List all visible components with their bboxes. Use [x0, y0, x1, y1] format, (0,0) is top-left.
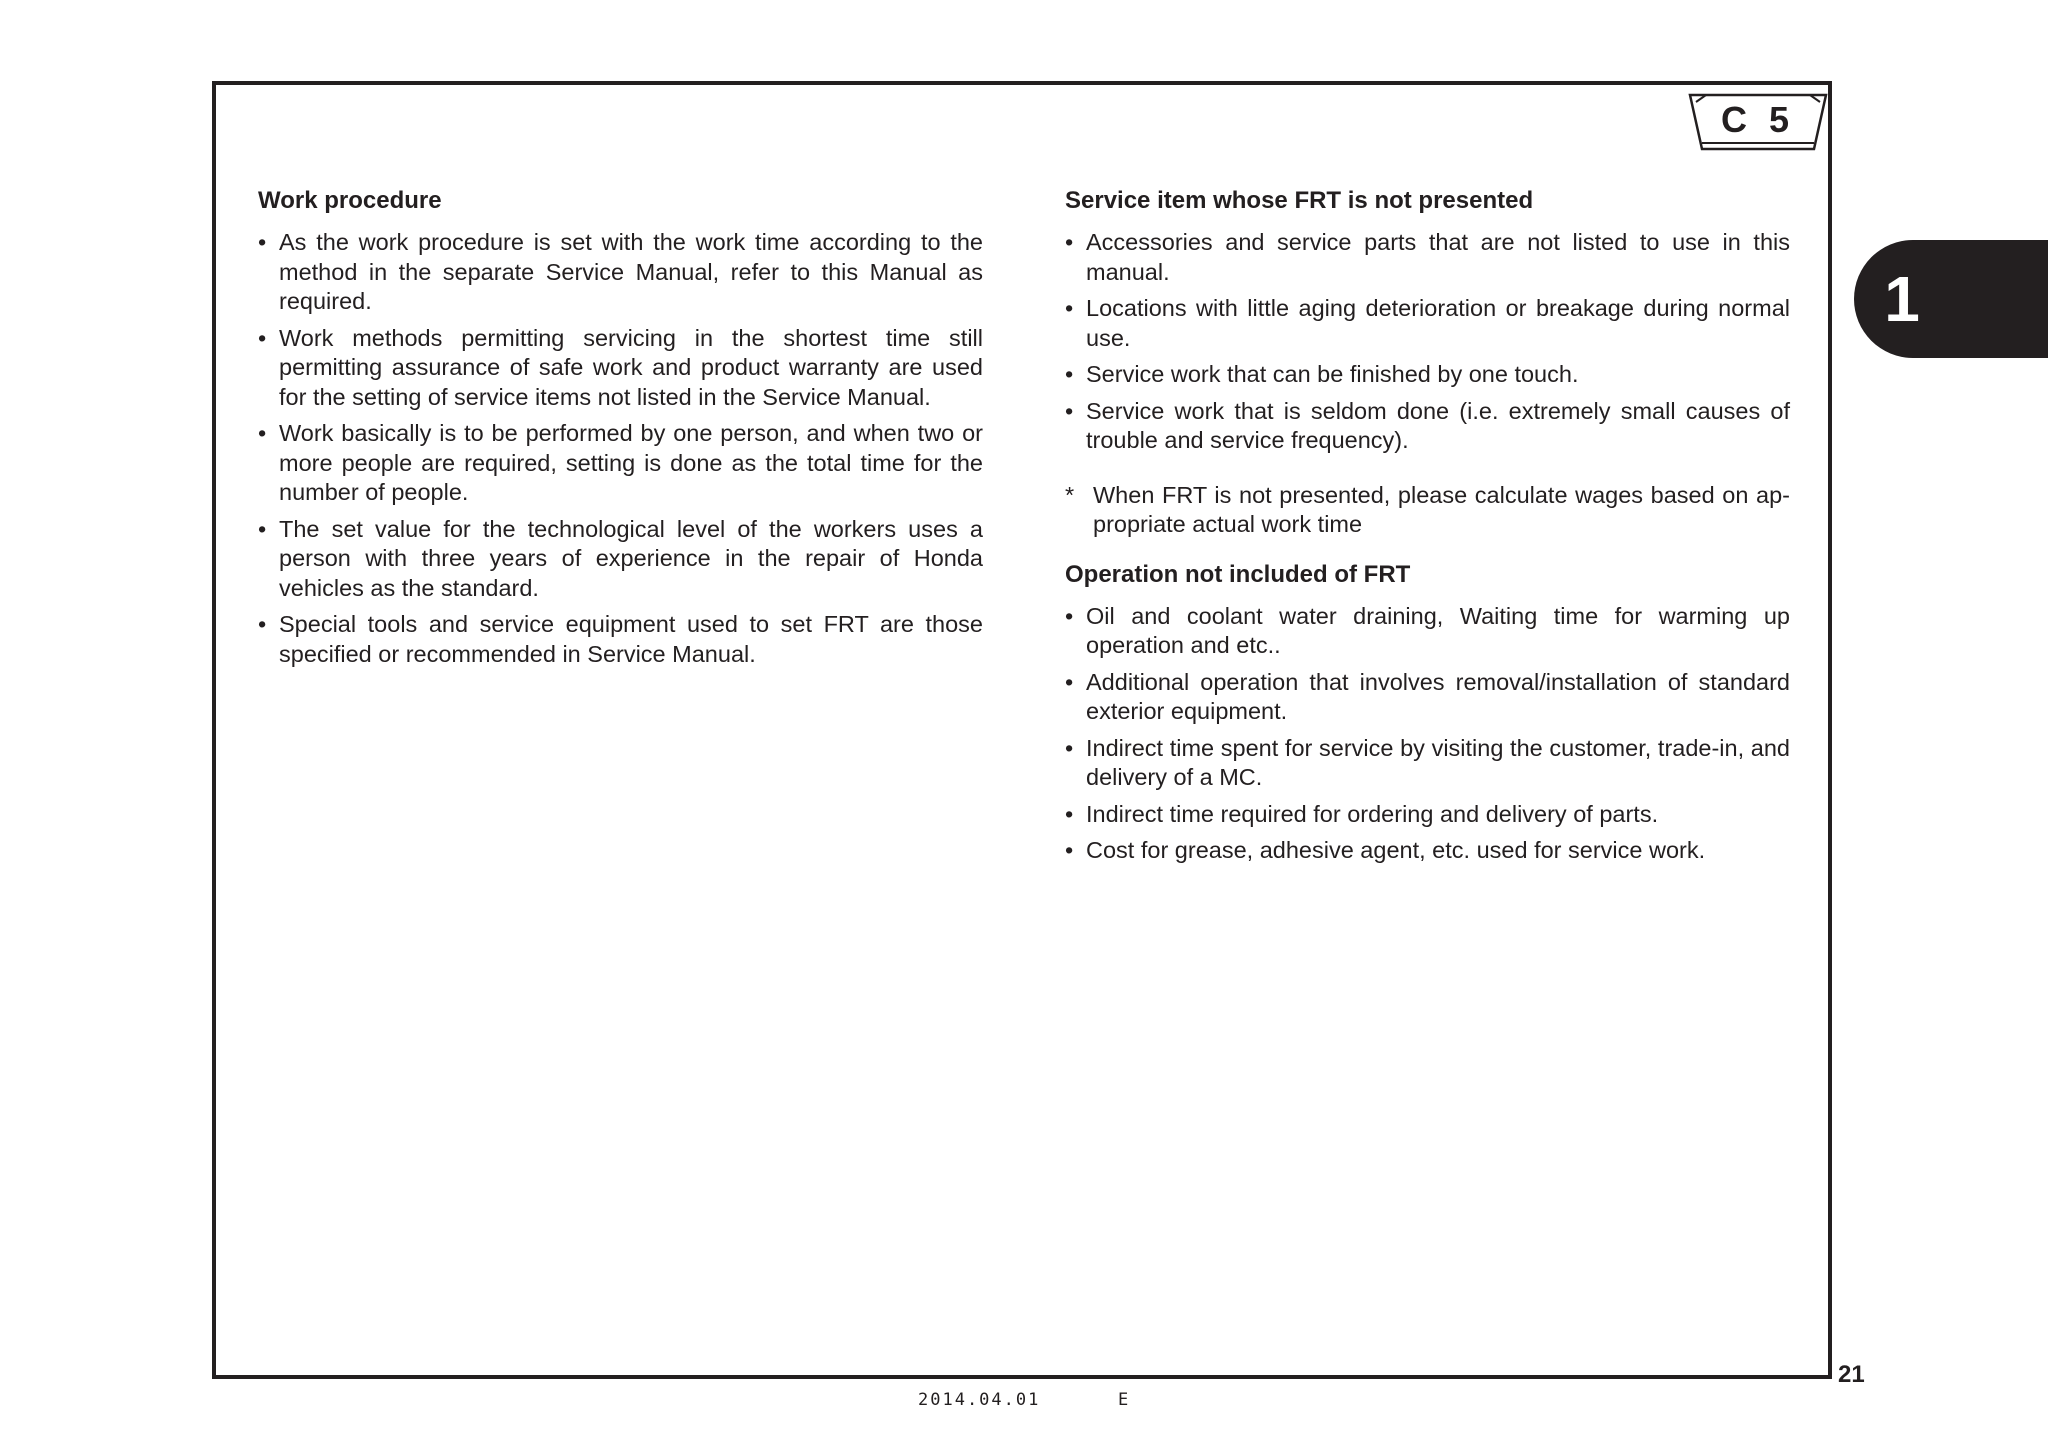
- list-item: • Service work that is seldom done (i.e. extremely small causes of trouble and service frequency).: [1065, 397, 1790, 456]
- chapter-number: 1: [1884, 263, 1920, 335]
- work-procedure-heading: Work procedure: [258, 187, 442, 214]
- list-item: • Locations with little aging deterioration or breakage during normal use.: [1065, 294, 1790, 353]
- footer-language-code: E: [1118, 1390, 1131, 1410]
- section-code: C 5: [1720, 99, 1796, 140]
- operation-not-included-list: [1065, 602, 1790, 866]
- operation-not-included-heading: Operation not included of FRT: [1065, 560, 1411, 588]
- list-item: • Indirect time spent for service by visiting the customer, trade-in, and delivery of a MC.: [1065, 734, 1790, 793]
- list-item: • Cost for grease, adhesive agent, etc. used for service work.: [1065, 836, 1790, 866]
- left-column: [258, 186, 983, 676]
- chapter-tab: [1854, 240, 2048, 358]
- list-item: • Accessories and service parts that are not listed to use in this manual.: [1065, 228, 1790, 287]
- section-code-badge: [1688, 92, 1828, 154]
- wage-note-text: When FRT is not presented, please calculate wages based on ap-propriate actual work time: [1093, 481, 1790, 537]
- list-item: • Work methods permitting servicing in the shortest time still permitting assurance of safe work and product warranty are used for the setting of service items not listed in the Service Manual.: [258, 324, 983, 413]
- list-item: • As the work procedure is set with the work time according to the method in the separate Service Manual, refer to this Manual as required.: [258, 228, 983, 317]
- list-item: • Additional operation that involves removal/installation of standard exterior equipment.: [1065, 668, 1790, 727]
- list-item: • Indirect time required for ordering and delivery of parts.: [1065, 800, 1790, 830]
- list-item: • Oil and coolant water draining, Waiting time for warming up operation and etc..: [1065, 602, 1790, 661]
- page-number: 21: [1838, 1361, 1865, 1388]
- footer-date: 2014.04.01: [918, 1390, 1041, 1410]
- list-item: • Work basically is to be performed by one person, and when two or more people are required, setting is done as the total time for the number of people.: [258, 419, 983, 508]
- asterisk-mark: *: [1065, 481, 1075, 508]
- right-column: [1065, 186, 1790, 873]
- list-item: • Special tools and service equipment used to set FRT are those specified or recommended in Service Manual.: [258, 610, 983, 669]
- frt-not-presented-heading: Service item whose FRT is not presented: [1065, 187, 1534, 214]
- wage-note: [1065, 481, 1790, 540]
- frt-not-presented-list: [1065, 228, 1790, 456]
- work-procedure-list: [258, 228, 983, 669]
- list-item: • Service work that can be finished by one touch.: [1065, 360, 1790, 390]
- list-item: • The set value for the technological level of the workers uses a person with three years of experience in the repair of Honda vehicles as the standard.: [258, 515, 983, 604]
